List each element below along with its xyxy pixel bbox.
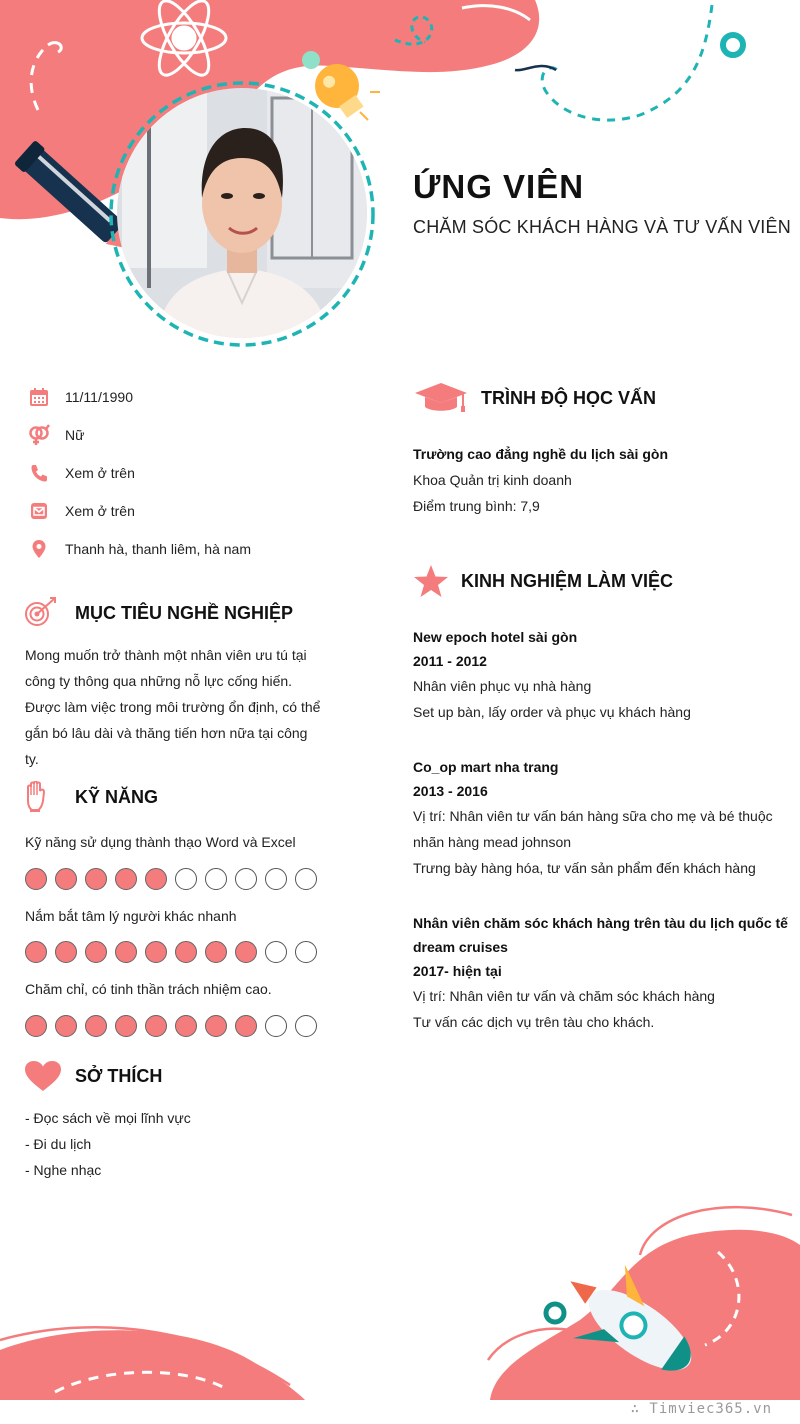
phone-icon: [28, 462, 50, 484]
skill-rating: [25, 941, 317, 963]
hobbies-heading-row: [24, 1060, 162, 1092]
rating-dot-filled: [235, 1015, 257, 1037]
candidate-photo: [117, 88, 367, 338]
objective-text: [25, 642, 325, 772]
education-heading: TRÌNH ĐỘ HỌC VẤN: [481, 387, 656, 408]
rating-dot-filled: [115, 941, 137, 963]
experience-heading: KINH NGHIỆM LÀM VIỆC: [461, 570, 674, 591]
experience-detail: Vị trí: Nhân viên tư vấn và chăm sóc khách hàng: [413, 988, 715, 1004]
contact-value: Thanh hà, thanh liêm, hà nam: [65, 541, 252, 557]
skill-name: Nắm bắt tâm lý người khác nhanh: [25, 908, 237, 924]
experience-period: 2017- hiện tại: [413, 963, 502, 979]
rating-dot-filled: [175, 941, 197, 963]
rating-dot-empty: [295, 941, 317, 963]
rating-dot-filled: [55, 868, 77, 890]
star-icon: [413, 563, 449, 599]
rating-dot-empty: [265, 1015, 287, 1037]
contact-value: Nữ: [65, 427, 85, 443]
rating-dot-empty: [175, 868, 197, 890]
rating-dot-empty: [265, 941, 287, 963]
experience-detail: Set up bàn, lấy order và phục vụ khách hàng: [413, 704, 691, 720]
skill-rating: [25, 868, 317, 890]
rating-dot-filled: [55, 1015, 77, 1037]
hobbies-heading: SỞ THÍCH: [75, 1065, 163, 1086]
experience-period: 2013 - 2016: [413, 783, 488, 799]
candidate-job-title: CHĂM SÓC KHÁCH HÀNG VÀ TƯ VẤN VIÊN: [413, 217, 791, 237]
experience-detail: Tư vấn các dịch vụ trên tàu cho khách.: [413, 1014, 655, 1030]
objective-heading: MỤC TIÊU NGHỀ NGHIỆP: [75, 602, 294, 623]
rating-dot-filled: [85, 941, 107, 963]
skill-name: Chăm chỉ, có tinh thần trách nhiệm cao.: [25, 981, 272, 997]
rating-dot-filled: [85, 868, 107, 890]
education-faculty: Khoa Quản trị kinh doanh: [413, 472, 572, 488]
rating-dot-filled: [205, 941, 227, 963]
rating-dot-empty: [235, 868, 257, 890]
hobby-item: - Nghe nhạc: [25, 1162, 102, 1178]
experience-company: dream cruises: [413, 939, 508, 955]
objective-line: Mong muốn trở thành một nhân viên ưu tú tại: [25, 647, 307, 663]
skill-name: Kỹ năng sử dụng thành thạo Word và Excel: [25, 834, 296, 850]
rating-dot-filled: [205, 1015, 227, 1037]
experience-detail: Trưng bày hàng hóa, tư vấn sản phẩm đến khách hàng: [413, 860, 756, 876]
location-pin-icon: [28, 538, 50, 560]
rating-dot-filled: [85, 1015, 107, 1037]
contact-value: Xem ở trên: [65, 465, 135, 481]
contact-phone: [28, 461, 368, 485]
hobby-item: - Đi du lịch: [25, 1136, 92, 1152]
contact-value: Xem ở trên: [65, 503, 135, 519]
heart-icon: [24, 1060, 58, 1092]
experience-detail: Nhân viên phục vụ nhà hàng: [413, 678, 592, 694]
rating-dot-filled: [235, 941, 257, 963]
experience-company: New epoch hotel sài gòn: [413, 629, 578, 645]
target-icon: [24, 597, 58, 629]
education-heading-row: [413, 381, 656, 415]
rating-dot-filled: [115, 868, 137, 890]
candidate-name: ỨNG VIÊN: [413, 168, 585, 205]
objective-line: Được làm việc trong môi trường ổn định, có thể: [25, 699, 321, 715]
email-icon: [28, 500, 50, 522]
rating-dot-filled: [25, 868, 47, 890]
rating-dot-filled: [115, 1015, 137, 1037]
skills-heading-row: [24, 781, 158, 813]
rating-dot-empty: [295, 1015, 317, 1037]
contact-value: 11/11/1990: [65, 389, 133, 405]
experience-company: Co_op mart nha trang: [413, 759, 559, 775]
rating-dot-filled: [25, 941, 47, 963]
objective-line: ty.: [25, 751, 39, 767]
rating-dot-filled: [25, 1015, 47, 1037]
contact-gender: [28, 423, 368, 447]
calendar-icon: [28, 386, 50, 408]
education-entry: [413, 442, 783, 519]
objective-line: gắn bó lâu dài và thăng tiến hơn nữa tại công: [25, 725, 308, 741]
rating-dot-empty: [295, 868, 317, 890]
experience-detail: Vị trí: Nhân viên tư vấn bán hàng sữa cho mẹ và bé thuộc: [413, 808, 773, 824]
hand-icon: [24, 781, 58, 813]
objective-line: công ty thông qua những nỗ lực cống hiến.: [25, 673, 293, 689]
site-watermark: ∴ Timviec365.vn: [630, 1401, 772, 1417]
objective-heading-row: [24, 597, 293, 629]
profile-portrait-image: [117, 88, 367, 338]
contact-address: [28, 537, 368, 561]
rating-dot-filled: [145, 1015, 167, 1037]
rating-dot-filled: [55, 941, 77, 963]
gender-icon: [28, 424, 50, 446]
hobby-item: - Đọc sách về mọi lĩnh vực: [25, 1110, 191, 1126]
experience-entry: [413, 911, 793, 1035]
graduation-cap-icon: [413, 381, 469, 415]
rating-dot-empty: [265, 868, 287, 890]
experience-entry: [413, 625, 788, 725]
experience-company: Nhân viên chăm sóc khách hàng trên tàu du lịch quốc tế: [413, 915, 788, 931]
rating-dot-empty: [205, 868, 227, 890]
experience-entry: [413, 755, 788, 881]
contact-email: [28, 499, 368, 523]
skill-rating: [25, 1015, 317, 1037]
rating-dot-filled: [145, 941, 167, 963]
experience-detail: nhãn hàng mead johnson: [413, 834, 572, 850]
rating-dot-filled: [175, 1015, 197, 1037]
rating-dot-filled: [145, 868, 167, 890]
experience-period: 2011 - 2012: [413, 653, 487, 669]
experience-heading-row: [413, 563, 673, 599]
education-school: Trường cao đẳng nghề du lịch sài gòn: [413, 446, 668, 462]
contact-birthdate: [28, 385, 368, 409]
skills-heading: KỸ NĂNG: [75, 786, 159, 807]
education-gpa: Điểm trung bình: 7,9: [413, 498, 540, 514]
